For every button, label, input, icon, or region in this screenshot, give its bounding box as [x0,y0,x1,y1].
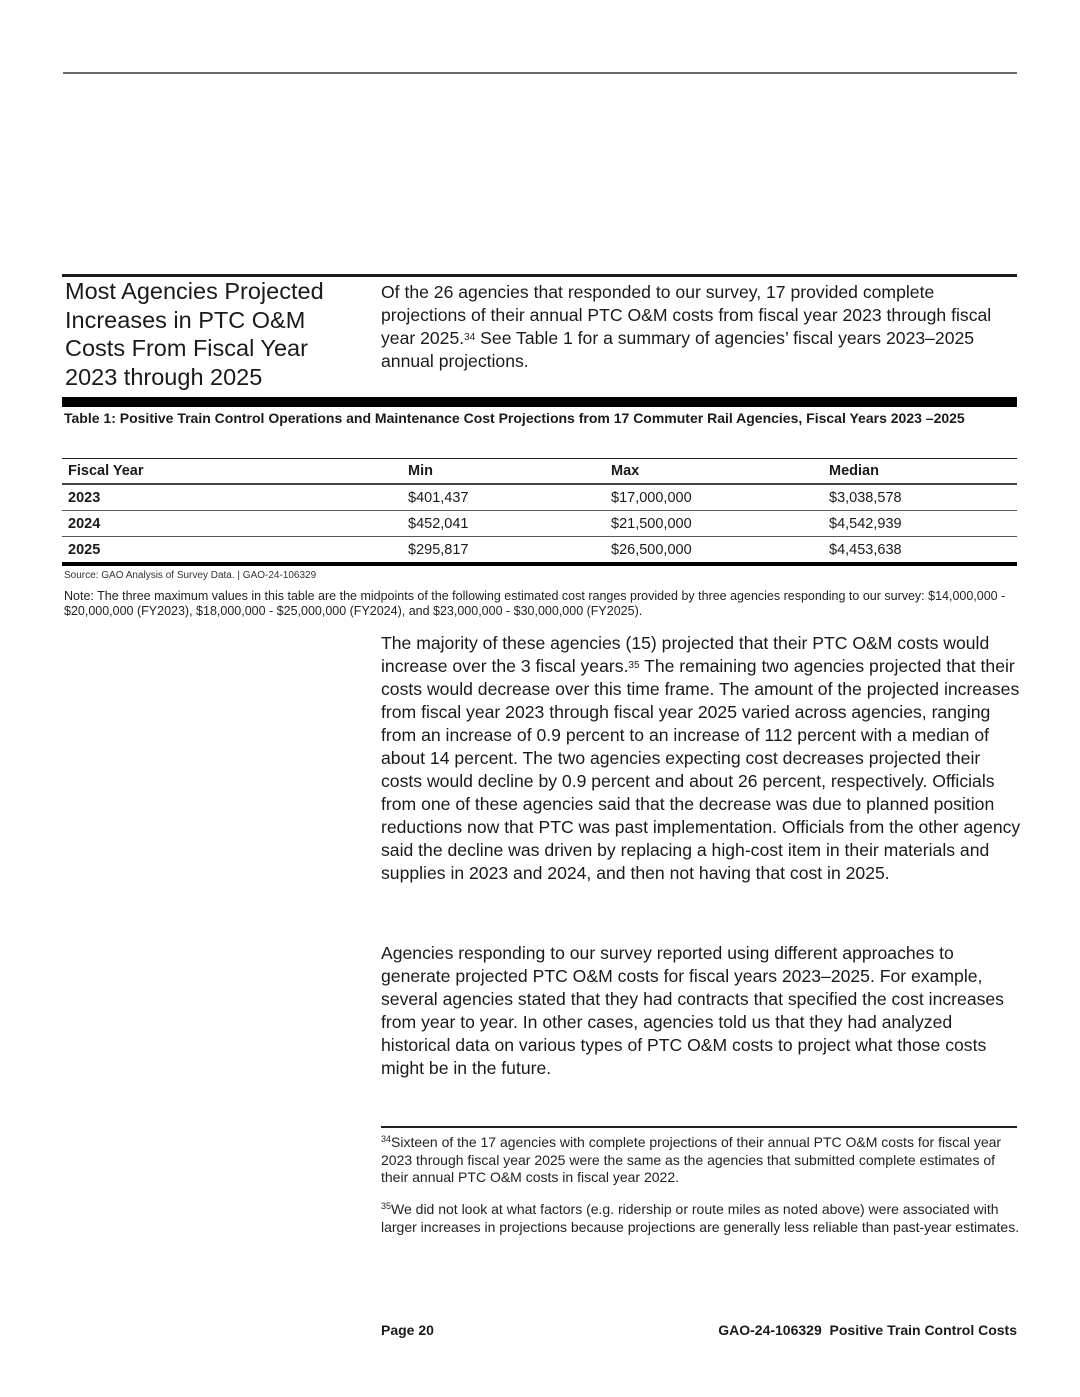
cell-min: $295,817 [402,537,605,565]
report-title: GAO-24-106329 Positive Train Control Costs [718,1322,1017,1338]
intro-text-cont: See Table 1 for a summary of agencies’ fiscal years 2023–2025 annual projections. [381,328,975,371]
header-median: Median [823,459,1017,485]
table-top-bar [62,397,1017,407]
p1-text-cont: The remaining two agencies projected that their costs would decrease over this time frame. The amount of the projected increases from fiscal year 2023 through fiscal year 2025 varied across agencies, ranging from an increase of 0.9 percent to an increase of 112 percent with a median of about 14 percent. The two agencies expecting cost decreases projected their costs would decline by 0.9 percent and about 26 percent, respectively. Officials from one of these agencies said that the decrease was due to planned position reductions now that PTC was past implementation. Officials from the other agency said the decline was driven by replacing a high-cost item in their materials and supplies in 2023 and 2024, and then not having that cost in 2025. [381,656,1021,883]
footnote-number: 35 [381,1201,392,1211]
cell-year: 2025 [62,537,402,565]
body-paragraph-1 [381,632,1026,885]
cell-year: 2023 [62,484,402,511]
body-paragraph-2: Agencies responding to our survey reported using different approaches to generate projected PTC O&M costs for fiscal years 2023–2025. For example, several agencies stated that they had contracts that specified the cost increases from year to year. In other cases, agencies told us that they had analyzed historical data on various types of PTC O&M costs to project what those costs might be in the future. [381,943,1004,1078]
cell-max: $21,500,000 [605,511,823,537]
page-number: Page 20 [381,1322,434,1338]
footnote-ref-35[interactable]: 35 [628,660,640,671]
cell-median: $3,038,578 [823,484,1017,511]
intro-text: Of the 26 agencies that responded to our survey, 17 provided complete projections of their annual PTC O&M costs from fiscal year 2023 through fiscal year 2025. [381,282,992,348]
footnote-34 [381,1134,1021,1187]
footnote-35 [381,1201,1021,1236]
section-heading: Most Agencies Projected Increases in PTC O&M Costs From Fiscal Year 2023 through 2025 [65,278,324,390]
header-fiscal-year: Fiscal Year [62,459,402,485]
footnote-text: We did not look at what factors (e.g. ridership or route miles as noted above) were associated with larger increases in projections because projections are generally less reliable than past-year estimates. [381,1201,1020,1235]
footnote-text: Sixteen of the 17 agencies with complete projections of their annual PTC O&M costs for fiscal year 2023 through fiscal year 2025 were the same as the agencies that submitted complete estimates of their annual PTC O&M costs in fiscal year 2022. [381,1134,1002,1185]
cell-max: $17,000,000 [605,484,823,511]
header-min: Min [402,459,605,485]
footnote-rule [381,1126,1017,1128]
cell-median: $4,542,939 [823,511,1017,537]
table-row [62,511,1017,537]
table-title: Table 1: Positive Train Control Operations and Maintenance Cost Projections from 17 Commuter Rail Agencies, Fiscal Years 2023 –2025 [64,410,965,426]
header-rule [63,72,1017,74]
cell-median: $4,453,638 [823,537,1017,565]
cost-projection-table [62,458,1017,566]
cell-min: $452,041 [402,511,605,537]
table-header-row [62,459,1017,485]
cell-year: 2024 [62,511,402,537]
p1-text: The majority of these agencies (15) projected that their PTC O&M costs would increase over the 3 fiscal years. [381,633,990,676]
cell-min: $401,437 [402,484,605,511]
footnote-ref-34[interactable]: 34 [464,332,476,343]
header-max: Max [605,459,823,485]
cell-max: $26,500,000 [605,537,823,565]
footnote-number: 34 [381,1134,392,1144]
intro-paragraph [381,281,1021,373]
table-row [62,484,1017,511]
table-source: Source: GAO Analysis of Survey Data. | GAO-24-106329 [64,570,317,581]
table-row [62,537,1017,565]
table-note: Note: The three maximum values in this table are the midpoints of the following estimated cost ranges provided by three agencies responding to our survey: $14,000,000 - $20,000,000 (FY2023), $18,000,000 - $25,000,000 (FY2024), and $23,000,000 - $30,000,000 (FY2025). [64,589,1006,618]
